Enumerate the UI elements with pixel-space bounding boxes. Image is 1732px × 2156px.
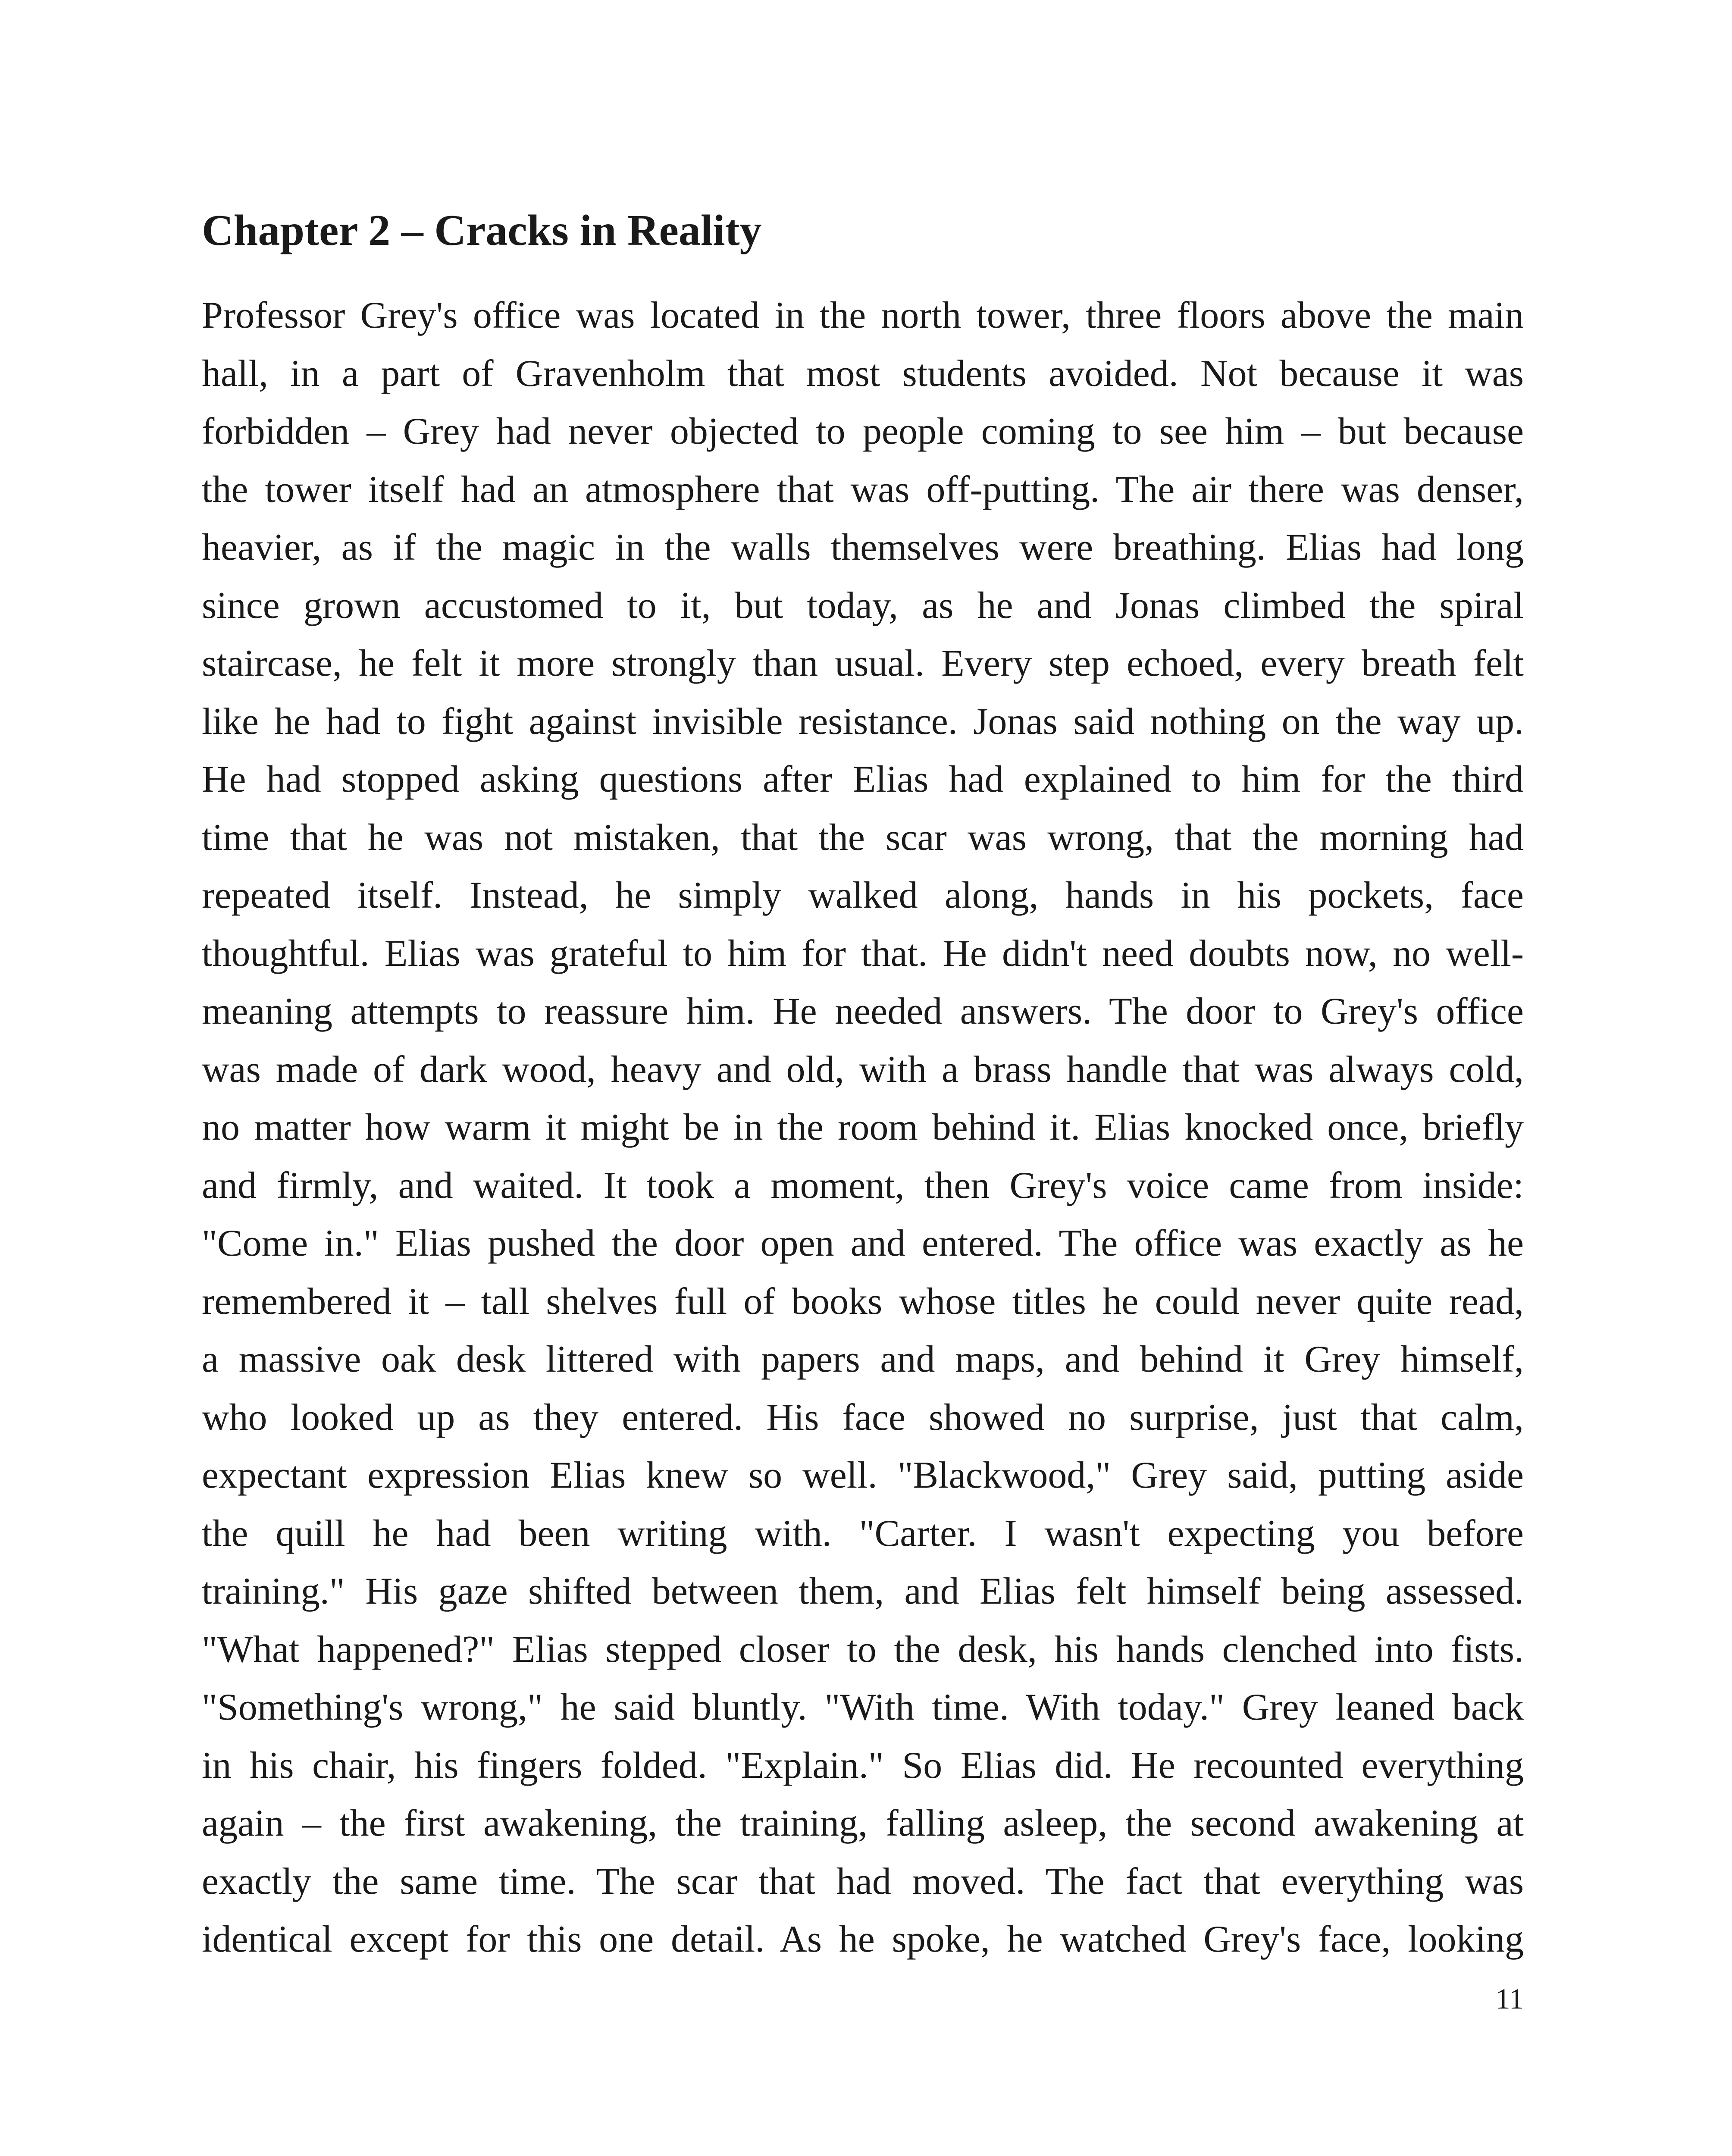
body-line: who looked up as they entered. His face showed no surprise, just that calm,: [202, 1396, 1524, 1438]
body-line: exactly the same time. The scar that had moved. The fact that everything was: [202, 1860, 1524, 1902]
chapter-title: Chapter 2 – Cracks in Reality: [202, 206, 762, 255]
body-line: the quill he had been writing with. "Carter. I wasn't expecting you before: [202, 1512, 1524, 1554]
body-line: repeated itself. Instead, he simply walked along, hands in his pockets, face: [202, 874, 1524, 916]
body-line: a massive oak desk littered with papers and maps, and behind it Grey himself,: [202, 1338, 1524, 1380]
body-line: meaning attempts to reassure him. He needed answers. The door to Grey's office: [202, 990, 1524, 1032]
body-line: identical except for this one detail. As he spoke, he watched Grey's face, looking: [202, 1918, 1524, 1960]
body-line: thoughtful. Elias was grateful to him for that. He didn't need doubts now, no well-: [202, 932, 1524, 975]
chapter-body: [202, 287, 1524, 1969]
body-line: forbidden – Grey had never objected to people coming to see him – but because: [202, 411, 1524, 452]
body-line: again – the first awakening, the training, falling asleep, the second awakening at: [202, 1802, 1524, 1844]
page-number: 11: [1495, 1982, 1524, 2015]
body-line: "Come in." Elias pushed the door open and entered. The office was exactly as he: [202, 1222, 1524, 1264]
body-line: "Something's wrong," he said bluntly. "With time. With today." Grey leaned back: [202, 1686, 1524, 1728]
body-line: remembered it – tall shelves full of books whose titles he could never quite read,: [202, 1280, 1524, 1322]
body-line: and firmly, and waited. It took a moment, then Grey's voice came from inside:: [202, 1164, 1524, 1206]
body-line: Professor Grey's office was located in the north tower, three floors above the main: [202, 295, 1524, 336]
body-line: since grown accustomed to it, but today, as he and Jonas climbed the spiral: [202, 584, 1524, 627]
body-line: staircase, he felt it more strongly than usual. Every step echoed, every breath felt: [202, 642, 1524, 684]
body-line: heavier, as if the magic in the walls themselves were breathing. Elias had long: [202, 526, 1524, 568]
body-line: like he had to fight against invisible resistance. Jonas said nothing on the way up.: [202, 700, 1524, 743]
body-line: "What happened?" Elias stepped closer to the desk, his hands clenched into fists.: [202, 1628, 1524, 1670]
body-line: was made of dark wood, heavy and old, with a brass handle that was always cold,: [202, 1048, 1524, 1091]
body-line: training." His gaze shifted between them, and Elias felt himself being assessed.: [202, 1570, 1524, 1612]
body-line: in his chair, his fingers folded. "Explain." So Elias did. He recounted everything: [202, 1744, 1524, 1786]
body-line: no matter how warm it might be in the room behind it. Elias knocked once, briefly: [202, 1106, 1524, 1148]
body-line: hall, in a part of Gravenholm that most students avoided. Not because it was: [202, 352, 1524, 395]
body-line: He had stopped asking questions after Elias had explained to him for the third: [202, 758, 1524, 800]
body-line: the tower itself had an atmosphere that was off-putting. The air there was denser,: [202, 468, 1524, 511]
body-line: expectant expression Elias knew so well. "Blackwood," Grey said, putting aside: [202, 1454, 1524, 1496]
body-line: time that he was not mistaken, that the scar was wrong, that the morning had: [202, 816, 1524, 859]
